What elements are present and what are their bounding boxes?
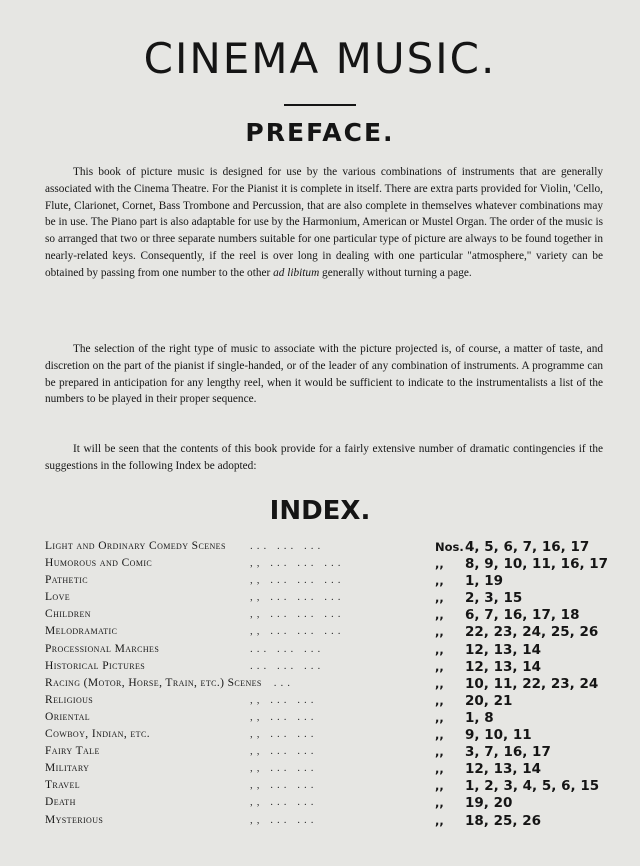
index-prefix: ,, — [435, 813, 444, 828]
index-prefix: ,, — [435, 762, 444, 777]
index-category: Mysterious — [45, 813, 104, 826]
index-prefix: ,, — [435, 779, 444, 794]
index-category: Oriental — [45, 710, 91, 723]
index-entry — [45, 557, 610, 574]
index-prefix: ,, — [435, 710, 444, 725]
index-number-list: 1, 19 — [465, 573, 504, 590]
index-entry — [45, 608, 610, 625]
index-prefix: ,, — [435, 608, 444, 623]
index-entry — [45, 796, 610, 813]
index-numbers — [435, 795, 512, 811]
index-number-list: 19, 20 — [465, 795, 513, 812]
index-category: Children — [45, 608, 91, 621]
index-numbers — [435, 676, 598, 692]
index-category: Travel — [45, 779, 81, 792]
index-entry — [45, 694, 610, 711]
index-leader: ,, ... ... ... — [250, 625, 345, 638]
index-number-list: 3, 7, 16, 17 — [465, 744, 551, 761]
index-category: Religious — [45, 693, 94, 706]
index-category: Fairy Tale — [45, 745, 100, 758]
index-heading: INDEX. — [269, 496, 371, 526]
index-number-list: 1, 2, 3, 4, 5, 6, 15 — [465, 778, 600, 795]
index-number-list: 2, 3, 15 — [465, 590, 523, 607]
index-numbers — [435, 573, 503, 589]
index-leader: ,, ... ... — [250, 693, 318, 706]
title-divider — [284, 104, 356, 106]
index-entry — [45, 591, 610, 608]
index-category: Military — [45, 762, 90, 775]
index-prefix: ,, — [435, 728, 444, 743]
index-entry — [45, 779, 610, 796]
index-prefix: ,, — [435, 574, 444, 589]
index-numbers — [435, 539, 589, 555]
index-category: Melodramatic — [45, 625, 118, 638]
preface-paragraph-1: This book of picture music is designed for use by the various combinations of instruments that are generally associated with the Cinema Theatre. For the Pianist it is complete in itself. There are extra parts provided for Violin, 'Cello, Flute, Clarionet, Cornet, Bass Trombone and Percussion, that are also complete in themselves whatever combinations may be in use. The Piano part is also adaptable for use by the Harmonium, American or Mustel Organ. The order of the music is so arranged that two or three separate numbers suitable for one particular type of picture are always to be found together in nearly-related keys. Consequently, if the reel is over long in dealing with one particular "atmosphere," variety can be obtained by passing from one number to the other ad libitum generally without turning a page. — [45, 166, 603, 279]
index-leader: ... ... ... — [250, 642, 325, 655]
index-numbers — [435, 693, 512, 709]
index-leader: ,, ... ... ... — [250, 591, 345, 604]
index-leader: ,, ... ... — [250, 745, 318, 758]
index-number-list: 4, 5, 6, 7, 16, 17 — [465, 539, 590, 555]
index-numbers — [435, 590, 522, 606]
index-category: Pathetic — [45, 574, 88, 587]
index-category: Love — [45, 591, 71, 604]
index-number-list: 8, 9, 10, 11, 16, 17 — [465, 556, 609, 573]
index-prefix: Nos. — [435, 540, 464, 554]
index-category: Humorous and Comic — [45, 557, 153, 570]
index-entry — [45, 643, 610, 660]
index-leader: ... ... ... — [250, 540, 325, 552]
index-numbers — [435, 761, 541, 777]
index-leader: ,, ... ... — [250, 813, 318, 826]
preface-paragraph-2: The selection of the right type of music to associate with the picture projected is, of course, a matter of taste, and discretion on the part of the pianist if single-handed, or of the leader of any combination of instruments. A programme can be prepared in anticipation for any lengthy reel, when it would be sufficient to indicate to the instrumentalists a list of the numbers to be played in their proper sequence. — [45, 343, 603, 406]
index-entry — [45, 762, 610, 779]
index-numbers — [435, 659, 541, 675]
index-number-list: 22, 23, 24, 25, 26 — [465, 624, 599, 641]
index-number-list: 18, 25, 26 — [465, 812, 542, 829]
index-leader: ... ... ... — [250, 659, 325, 672]
index-leader: ,, ... ... — [250, 796, 318, 809]
index-category: Light and Ordinary Comedy Scenes — [45, 540, 226, 552]
index-numbers — [435, 813, 541, 829]
index-numbers — [435, 642, 541, 658]
index-prefix: ,, — [435, 625, 444, 640]
index-category: Cowboy, Indian, etc. — [45, 728, 150, 741]
index-prefix: ,, — [435, 693, 444, 708]
index-numbers — [435, 727, 532, 743]
index-number-list: 10, 11, 22, 23, 24 — [465, 675, 599, 692]
index-leader: ,, ... ... ... — [250, 608, 345, 621]
index-leader: ,, ... ... — [250, 779, 318, 792]
index-entry — [45, 711, 610, 728]
index-category: Death — [45, 796, 76, 809]
index-prefix: ,, — [435, 591, 444, 606]
index-number-list: 20, 21 — [465, 692, 513, 709]
index-category: Processional Marches — [45, 642, 160, 655]
index-entry — [45, 660, 610, 677]
index-entry — [45, 677, 610, 694]
index-leader: ,, ... ... — [250, 762, 318, 775]
index-entry — [45, 574, 610, 591]
index-entry — [45, 625, 610, 642]
index-number-list: 1, 8 — [465, 709, 494, 726]
page-title: CINEMA MUSIC. — [143, 34, 497, 83]
index-numbers — [435, 744, 551, 760]
index-entry — [45, 814, 610, 831]
preface-heading: PREFACE. — [245, 118, 395, 147]
index-numbers — [435, 710, 494, 726]
preface-paragraph-3: It will be seen that the contents of this book provide for a fairly extensive number of dramatic contingencies if the suggestions in the following Index be adopted: — [45, 443, 603, 472]
index-prefix: ,, — [435, 745, 444, 760]
index-numbers — [435, 607, 579, 623]
index-leader: ,, ... ... — [250, 710, 318, 723]
index-prefix: ,, — [435, 676, 444, 691]
index-number-list: 9, 10, 11 — [465, 727, 532, 744]
index-list — [45, 540, 610, 831]
index-leader: ,, ... ... ... — [250, 557, 345, 570]
index-number-list: 12, 13, 14 — [465, 658, 542, 675]
index-prefix: ,, — [435, 659, 444, 674]
index-entry — [45, 745, 610, 762]
index-number-list: 12, 13, 14 — [465, 641, 542, 658]
index-numbers — [435, 556, 608, 572]
index-category: Racing (Motor, Horse, Train, etc.) Scenes — [45, 676, 262, 689]
index-number-list: 6, 7, 16, 17, 18 — [465, 607, 580, 624]
index-prefix: ,, — [435, 557, 444, 572]
index-leader: ,, ... ... ... — [250, 574, 345, 587]
index-prefix: ,, — [435, 796, 444, 811]
index-leader: ... — [273, 676, 295, 689]
index-numbers — [435, 778, 599, 794]
index-category: Historical Pictures — [45, 659, 146, 672]
index-entry — [45, 728, 610, 745]
index-prefix: ,, — [435, 642, 444, 657]
index-leader: ,, ... ... — [250, 728, 318, 741]
index-numbers — [435, 624, 598, 640]
index-entry — [45, 540, 610, 557]
index-number-list: 12, 13, 14 — [465, 761, 542, 778]
